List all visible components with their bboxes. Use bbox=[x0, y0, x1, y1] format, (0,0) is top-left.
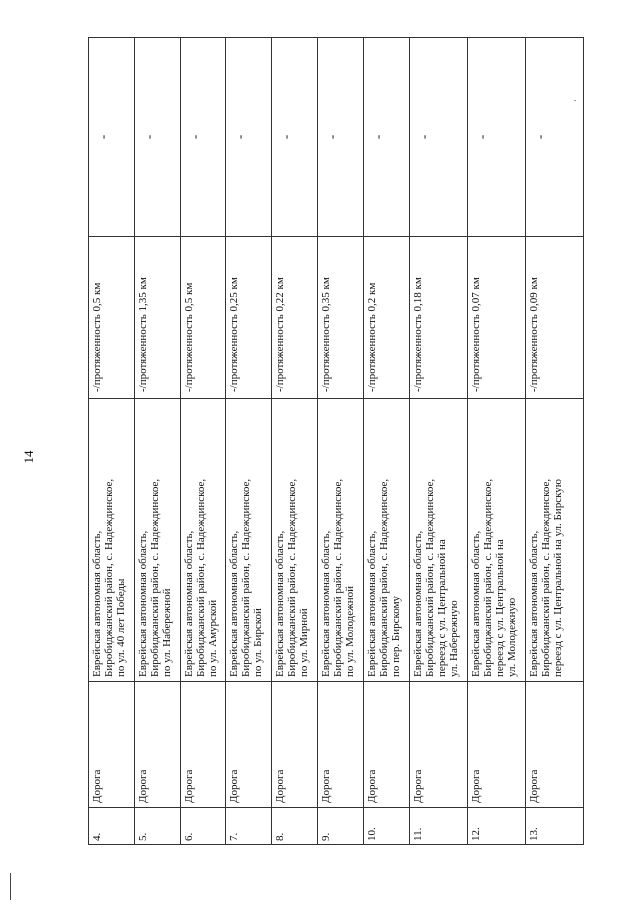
object-length: -/протяженность 0,22 км bbox=[272, 237, 318, 399]
address-line: по ул. 40 лет Победы bbox=[115, 578, 127, 677]
extra-dash: - bbox=[140, 134, 156, 140]
table-row bbox=[525, 38, 583, 845]
extra-dash: - bbox=[186, 134, 202, 140]
address-line: переезд с ул. Центральной на bbox=[435, 539, 448, 677]
address-line: ул. Молодежную bbox=[505, 597, 518, 677]
address-line: по ул. Мирной bbox=[298, 608, 311, 677]
object-length: -/протяженность 0,25 км bbox=[226, 237, 272, 399]
row-number: 8. bbox=[272, 808, 318, 845]
roads-table bbox=[88, 37, 584, 845]
table-row bbox=[134, 38, 180, 845]
address-line: Еврейская автономная область, bbox=[228, 530, 241, 677]
address-line: Еврейская автономная область, bbox=[469, 530, 482, 677]
address-line: Биробиджанский район, с. Надеждинское, bbox=[423, 478, 436, 677]
address-line: переезд с ул. Центральной на ул. Бирскую bbox=[551, 479, 564, 677]
object-address bbox=[89, 399, 135, 682]
table-row bbox=[272, 38, 318, 845]
object-type: Дорога bbox=[318, 682, 364, 808]
address-line: Еврейская автономная область, bbox=[411, 530, 424, 677]
extra-dash: - bbox=[278, 134, 294, 140]
table-row bbox=[89, 38, 135, 845]
address-line: Биробиджанский район, с. Надеждинское, bbox=[539, 478, 552, 677]
address-line: Биробиджанский район, с. Надеждинское, bbox=[240, 478, 253, 677]
object-length: -/протяженность 0,09 км bbox=[525, 237, 583, 399]
object-type: Дорога bbox=[467, 682, 525, 808]
object-type: Дорога bbox=[89, 682, 135, 808]
object-address bbox=[318, 399, 364, 682]
row-number: 4. bbox=[89, 808, 135, 845]
table-row bbox=[180, 38, 226, 845]
extra-dash: - bbox=[232, 134, 248, 140]
row-number: 11. bbox=[409, 808, 467, 845]
row-number: 7. bbox=[226, 808, 272, 845]
extra-value bbox=[467, 38, 525, 237]
extra-dash: - bbox=[95, 134, 110, 140]
address-line: Биробиджанский район, с. Надеждинское, bbox=[481, 478, 494, 677]
address-line: Еврейская автономная область, bbox=[136, 530, 149, 677]
address-line: ул. Набережную bbox=[447, 600, 460, 677]
extra-value bbox=[363, 38, 409, 237]
address-line: Биробиджанский район, с. Надеждинское, bbox=[148, 478, 161, 677]
rotated-table-container bbox=[88, 38, 584, 845]
row-number: 6. bbox=[180, 808, 226, 845]
object-type: Дорога bbox=[226, 682, 272, 808]
object-address bbox=[272, 399, 318, 682]
address-line: Еврейская автономная область, bbox=[91, 530, 103, 677]
extra-value bbox=[134, 38, 180, 237]
address-line: по ул. Бирской bbox=[252, 608, 265, 677]
object-length: -/протяженность 0,07 км bbox=[467, 237, 525, 399]
row-number: 13. bbox=[525, 808, 583, 845]
address-line: Биробиджанский район, с. Надеждинское, bbox=[377, 478, 390, 677]
address-line: по ул. Амурской bbox=[206, 599, 219, 677]
margin-mark bbox=[10, 873, 11, 900]
object-address bbox=[409, 399, 467, 682]
object-address bbox=[467, 399, 525, 682]
extra-value bbox=[180, 38, 226, 237]
address-line: Биробиджанский район, с. Надеждинское, bbox=[103, 478, 115, 677]
object-length: -/протяженность 0,5 км bbox=[180, 237, 226, 399]
table-row bbox=[226, 38, 272, 845]
object-type: Дорога bbox=[525, 682, 583, 808]
address-line: Биробиджанский район, с. Надеждинское, bbox=[194, 478, 207, 677]
address-line: Еврейская автономная область, bbox=[320, 530, 333, 677]
object-type: Дорога bbox=[363, 682, 409, 808]
object-length: -/протяженность 0,35 км bbox=[318, 237, 364, 399]
row-number: 10. bbox=[363, 808, 409, 845]
page-number: 14 bbox=[21, 450, 36, 464]
extra-value bbox=[409, 38, 467, 237]
object-address bbox=[525, 399, 583, 682]
object-length: -/протяженность 0,5 км bbox=[89, 237, 135, 399]
extra-dash: - bbox=[531, 134, 547, 140]
table-row bbox=[318, 38, 364, 845]
object-type: Дорога bbox=[272, 682, 318, 808]
object-type: Дорога bbox=[134, 682, 180, 808]
address-line: Биробиджанский район, с. Надеждинское, bbox=[286, 478, 299, 677]
address-line: переезд с ул. Центральной на bbox=[493, 539, 506, 677]
row-number: 5. bbox=[134, 808, 180, 845]
object-address bbox=[134, 399, 180, 682]
extra-value bbox=[318, 38, 364, 237]
address-line: Еврейская автономная область, bbox=[182, 530, 195, 677]
extra-value bbox=[272, 38, 318, 237]
address-line: по ул. Молодежной bbox=[344, 585, 357, 677]
table-row bbox=[363, 38, 409, 845]
address-line: Биробиджанский район, с. Надеждинское, bbox=[332, 478, 345, 677]
table-row bbox=[467, 38, 525, 845]
extra-value bbox=[226, 38, 272, 237]
extra-dash: - bbox=[324, 134, 340, 140]
address-line: Еврейская автономная область, bbox=[365, 530, 378, 677]
object-length: -/протяженность 0,2 км bbox=[363, 237, 409, 399]
address-line: Еврейская автономная область, bbox=[274, 530, 287, 677]
row-number: 9. bbox=[318, 808, 364, 845]
extra-value bbox=[89, 38, 135, 237]
object-type: Дорога bbox=[409, 682, 467, 808]
table-row bbox=[409, 38, 467, 845]
row-number: 12. bbox=[467, 808, 525, 845]
extra-value bbox=[525, 38, 583, 237]
object-address bbox=[363, 399, 409, 682]
object-length: -/протяженность 0,18 км bbox=[409, 237, 467, 399]
extra-dash: - bbox=[473, 134, 489, 140]
object-length: -/протяженность 1,35 км bbox=[134, 237, 180, 399]
object-type: Дорога bbox=[180, 682, 226, 808]
extra-dash: - bbox=[415, 134, 431, 140]
object-address bbox=[180, 399, 226, 682]
object-address bbox=[226, 399, 272, 682]
address-line: по пер. Бирскому bbox=[389, 595, 402, 677]
address-line: Еврейская автономная область, bbox=[527, 530, 540, 677]
extra-dash: - bbox=[369, 134, 385, 140]
address-line: по ул. Набережной bbox=[160, 588, 173, 677]
